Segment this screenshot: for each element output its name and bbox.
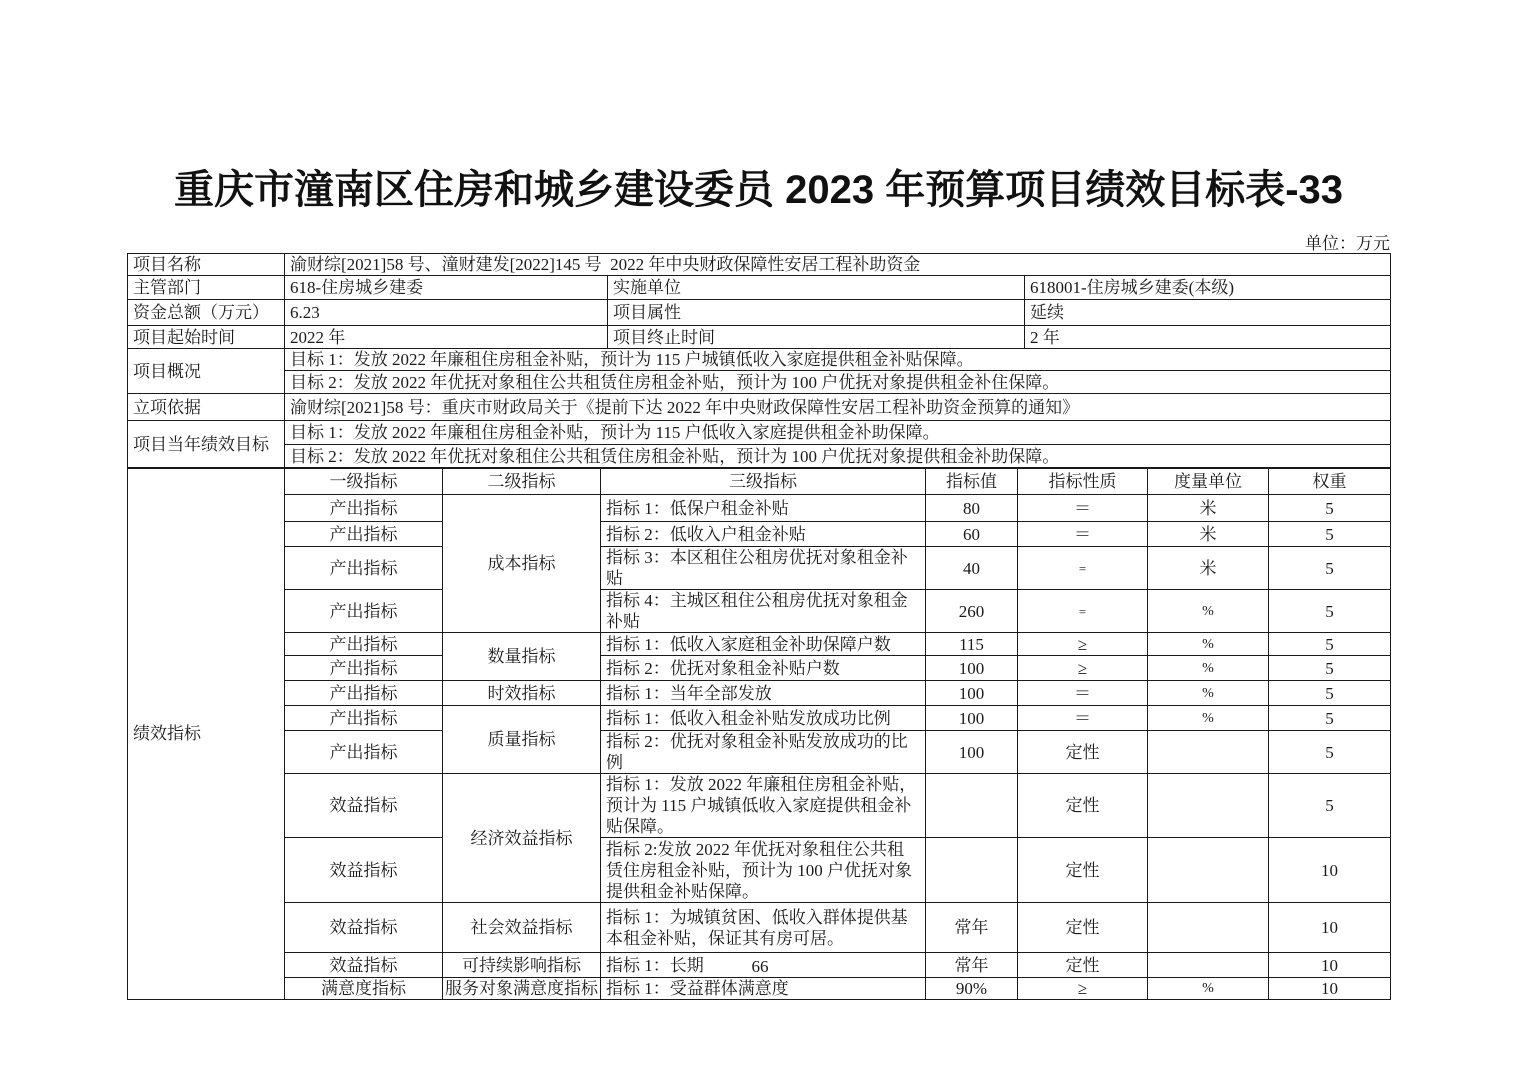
weight-cell: 10 [1269,903,1391,953]
overview-label: 项目概况 [128,349,285,394]
value-cell: 100 [926,656,1018,681]
project-name-value: 渝财综[2021]58 号、潼财建发[2022]145 号 2022 年中央财政保障性安居工程补助资金 [285,254,1391,276]
unit-cell: % [1148,978,1269,1000]
l3-cell: 指标 1：长期 [601,953,926,978]
overview-goal-1: 目标 1：发放 2022 年廉租住房租金补贴，预计为 115 户城镇低收入家庭提供租金补贴保障。 [285,349,1391,371]
impl-unit-value: 618001-住房城乡建委(本级) [1025,276,1391,300]
value-cell [926,838,1018,903]
unit-cell: % [1148,681,1269,706]
unit-cell [1148,838,1269,903]
value-cell: 40 [926,547,1018,590]
unit-cell [1148,774,1269,838]
indicator-row [128,547,1391,590]
weight-cell: 5 [1269,681,1391,706]
value-cell: 100 [926,681,1018,706]
weight-cell: 10 [1269,838,1391,903]
l3-cell: 指标 1：发放 2022 年廉租住房租金补贴，预计为 115 户城镇低收入家庭提供租金补贴保障。 [601,774,926,838]
l3-cell: 指标 4：主城区租住公租房优抚对象租金补贴 [601,590,926,633]
project-name-label: 项目名称 [128,254,285,276]
weight-cell: 10 [1269,953,1391,978]
weight-cell: 5 [1269,522,1391,547]
nature-cell: ≥ [1018,978,1148,1000]
l1-cell: 产出指标 [285,590,443,633]
l2-cell: 可持续影响指标 [443,953,601,978]
dept-label: 主管部门 [128,276,285,300]
l3-cell: 指标 1：为城镇贫困、低收入群体提供基本租金补贴，保证其有房可居。 [601,903,926,953]
weight-cell: 5 [1269,547,1391,590]
weight-cell: 5 [1269,731,1391,774]
amount-label: 资金总额（万元） [128,300,285,326]
l2-cell: 质量指标 [443,706,601,774]
unit-cell: 米 [1148,522,1269,547]
l3-cell: 指标 1：低收入租金补贴发放成功比例 [601,706,926,731]
perf-section-label: 绩效指标 [128,468,285,1000]
l1-cell: 满意度指标 [285,978,443,1000]
header-level2: 二级指标 [443,468,601,495]
nature-cell: ≥ [1018,633,1148,656]
nature-cell: 定性 [1018,903,1148,953]
nature-cell: ≥ [1018,656,1148,681]
indicator-row [128,495,1391,522]
basis-label: 立项依据 [128,394,285,421]
weight-cell: 10 [1269,978,1391,1000]
l2-cell: 数量指标 [443,633,601,681]
table-row [128,276,1391,300]
annual-goal-2: 目标 2：发放 2022 年优抚对象租住公共租赁住房租金补贴，预计为 100 户优抚对象提供租金补助保障。 [285,445,1391,469]
indicator-row [128,681,1391,706]
value-cell: 100 [926,731,1018,774]
weight-cell: 5 [1269,706,1391,731]
l3-cell: 指标 2：优抚对象租金补贴户数 [601,656,926,681]
value-cell: 90% [926,978,1018,1000]
indicator-row [128,838,1391,903]
table-row [128,349,1391,371]
annual-goal-1: 目标 1：发放 2022 年廉租住房租金补贴，预计为 115 户低收入家庭提供租金补助保障。 [285,421,1391,445]
l2-cell: 服务对象满意度指标 [443,978,601,1000]
header-level1: 一级指标 [285,468,443,495]
unit-cell: 米 [1148,495,1269,522]
nature-cell: 定性 [1018,838,1148,903]
unit-cell: % [1148,656,1269,681]
indicator-row [128,522,1391,547]
l3-cell: 指标 1：受益群体满意度 [601,978,926,1000]
l3-cell: 指标 1：低保户租金补贴 [601,495,926,522]
indicator-row [128,706,1391,731]
project-info-table [127,253,1391,469]
nature-cell: 定性 [1018,953,1148,978]
l1-cell: 效益指标 [285,774,443,838]
nature-cell: = [1018,547,1148,590]
l1-cell: 效益指标 [285,903,443,953]
annual-goal-label: 项目当年绩效目标 [128,421,285,469]
l1-cell: 产出指标 [285,706,443,731]
indicator-row [128,774,1391,838]
dept-value: 618-住房城乡建委 [285,276,608,300]
indicator-row [128,978,1391,1000]
l1-cell: 产出指标 [285,731,443,774]
header-nature: 指标性质 [1018,468,1148,495]
indicator-row [128,656,1391,681]
performance-indicators-table [127,467,1391,1000]
l1-cell: 效益指标 [285,953,443,978]
attr-value: 延续 [1025,300,1391,326]
value-cell: 115 [926,633,1018,656]
l2-cell: 经济效益指标 [443,774,601,903]
header-level3: 三级指标 [601,468,926,495]
l3-cell: 指标 2：优抚对象租金补贴发放成功的比例 [601,731,926,774]
unit-cell [1148,731,1269,774]
nature-cell: = [1018,590,1148,633]
indicator-row [128,731,1391,774]
l2-cell: 成本指标 [443,495,601,633]
value-cell: 100 [926,706,1018,731]
unit-cell: % [1148,590,1269,633]
weight-cell: 5 [1269,656,1391,681]
l1-cell: 产出指标 [285,495,443,522]
indicator-row [128,590,1391,633]
value-cell: 常年 [926,953,1018,978]
value-cell: 常年 [926,903,1018,953]
indicator-row [128,633,1391,656]
weight-cell: 5 [1269,774,1391,838]
end-time-label: 项目终止时间 [608,326,1025,349]
unit-cell: 米 [1148,547,1269,590]
unit-cell: % [1148,706,1269,731]
header-weight: 权重 [1269,468,1391,495]
nature-cell: ＝ [1018,522,1148,547]
table-row [128,394,1391,421]
l1-cell: 产出指标 [285,547,443,590]
nature-cell: 定性 [1018,731,1148,774]
l1-cell: 产出指标 [285,656,443,681]
l3-cell: 指标 1：低收入家庭租金补助保障户数 [601,633,926,656]
value-cell [926,774,1018,838]
table-row [128,254,1391,276]
indicator-row [128,903,1391,953]
weight-cell: 5 [1269,495,1391,522]
value-cell: 60 [926,522,1018,547]
page-title: 重庆市潼南区住房和城乡建设委员 2023 年预算项目绩效目标表-33 [173,168,1344,212]
nature-cell: 定性 [1018,774,1148,838]
attr-label: 项目属性 [608,300,1025,326]
l1-cell: 产出指标 [285,522,443,547]
impl-unit-label: 实施单位 [608,276,1025,300]
value-cell: 260 [926,590,1018,633]
l3-cell: 指标 1：当年全部发放 [601,681,926,706]
header-unit: 度量单位 [1148,468,1269,495]
page-number: 66 [751,957,769,976]
l3-cell: 指标 2:发放 2022 年优抚对象租住公共租赁住房租金补贴，预计为 100 户优抚对象提供租金补贴保障。 [601,838,926,903]
table-row [128,421,1391,445]
nature-cell: ＝ [1018,681,1148,706]
l3-cell: 指标 3：本区租住公租房优抚对象租金补贴 [601,547,926,590]
start-time-value: 2022 年 [285,326,608,349]
table-row [128,445,1391,469]
amount-value: 6.23 [285,300,608,326]
nature-cell: ＝ [1018,495,1148,522]
nature-cell: ＝ [1018,706,1148,731]
l2-cell: 社会效益指标 [443,903,601,953]
unit-cell [1148,903,1269,953]
unit-cell: % [1148,633,1269,656]
weight-cell: 5 [1269,590,1391,633]
l1-cell: 产出指标 [285,633,443,656]
overview-goal-2: 目标 2：发放 2022 年优抚对象租住公共租赁住房租金补贴，预计为 100 户优抚对象提供租金补住保障。 [285,371,1391,394]
end-time-value: 2 年 [1025,326,1391,349]
l1-cell: 产出指标 [285,681,443,706]
indicator-header-row [128,468,1391,495]
table-row [128,371,1391,394]
weight-cell: 5 [1269,633,1391,656]
start-time-label: 项目起始时间 [128,326,285,349]
basis-value: 渝财综[2021]58 号：重庆市财政局关于《提前下达 2022 年中央财政保障性安居工程补助资金预算的通知》 [285,394,1391,421]
table-row [128,300,1391,326]
l2-cell: 时效指标 [443,681,601,706]
table-row [128,326,1391,349]
value-cell: 80 [926,495,1018,522]
l1-cell: 效益指标 [285,838,443,903]
header-value: 指标值 [926,468,1018,495]
l3-cell: 指标 2：低收入户租金补贴 [601,522,926,547]
unit-note: 单位：万元 [1305,234,1390,253]
